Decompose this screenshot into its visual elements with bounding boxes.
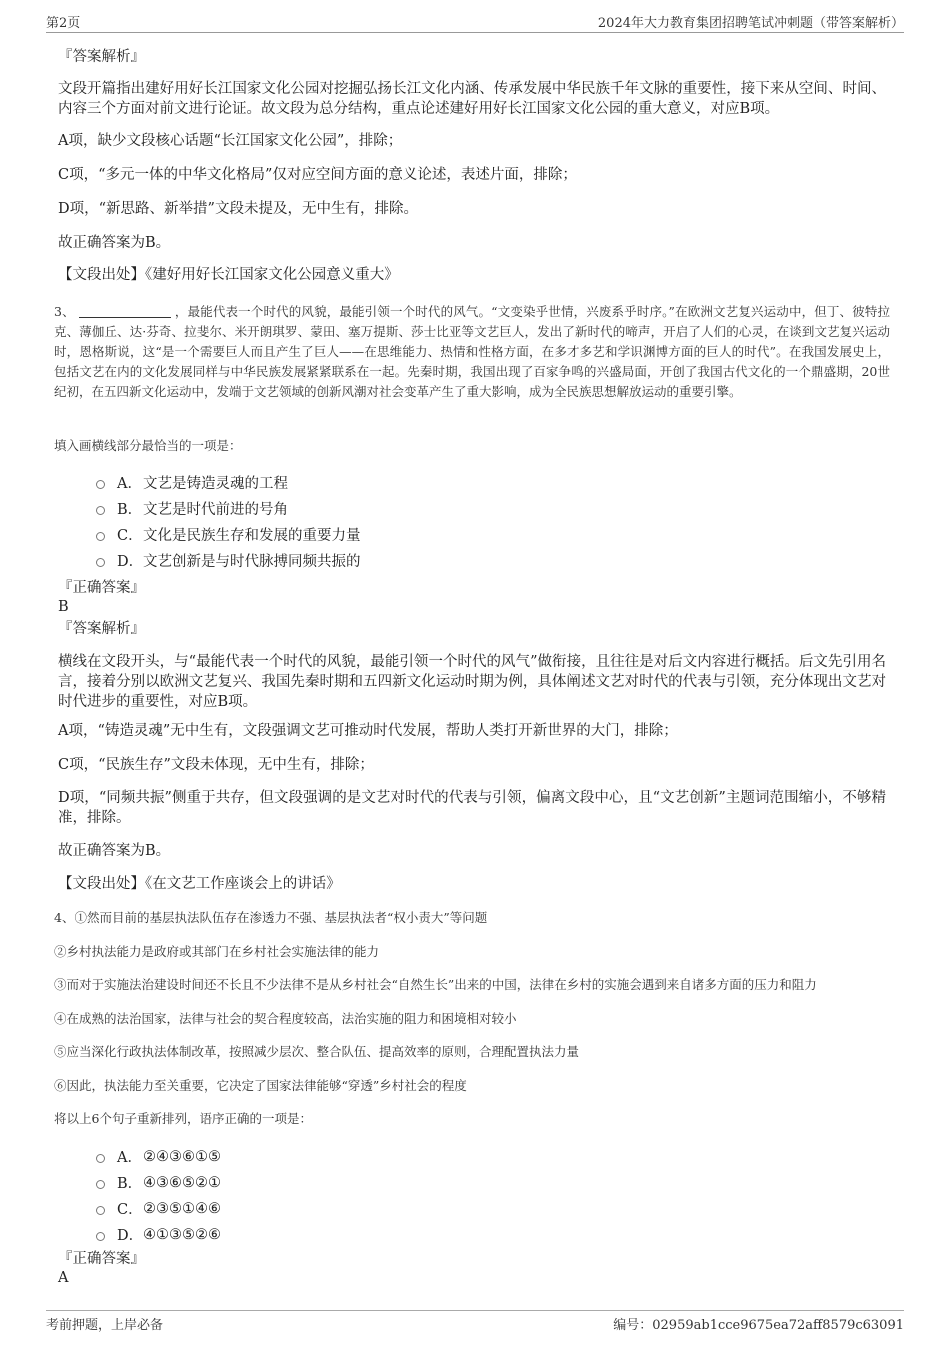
radio-icon[interactable]	[96, 1232, 105, 1241]
q3-answer-label: 『正确答案』	[58, 580, 145, 596]
page-footer	[46, 1310, 904, 1333]
q4-sentence-6: ⑥因此，执法能力至关重要，它决定了国家法律能够“穿透”乡村社会的程度	[54, 1078, 467, 1093]
q3-source: 【文段出处】《在文艺工作座谈会上的讲话》	[58, 876, 341, 892]
q4-answer: A	[58, 1270, 69, 1286]
radio-icon[interactable]	[96, 558, 105, 567]
q3-answer: B	[58, 599, 69, 615]
q4-sentence-5: ⑤应当深化行政执法体制改革，按照减少层次、整合队伍、提高效率的原则，合理配置执法力量	[54, 1044, 580, 1059]
q3-stem-text: ，最能代表一个时代的风貌，最能引领一个时代的风气。“文变染乎世情，兴废系乎时序。”在欧洲文艺复兴运动中，但丁、彼特拉克、薄伽丘、达·芬奇、拉斐尔、米开朗琪罗、蒙田、塞万提斯、莎士比亚等文艺巨人，发出了新时代的啼声，开启了人们的心灵，在谈到文艺复兴运动时，恩格斯说，这“是一个需要巨人而且产生了巨人——在思维能力、热情和性格方面，在多才多艺和学识渊博方面的巨人的时代”。在我国发展史上，包括文艺在内的文化发展同样与中华民族发展紧紧联系在一起。先秦时期，我国出现了百家争鸣的兴盛局面，开创了我国古代文化的一个鼎盛期，20世纪初，在五四新文化运动中，发端于文艺领域的创新风潮对社会变革产生了重大影响，成为全民族思想解放运动的重要引擎。	[54, 304, 890, 399]
radio-icon[interactable]	[96, 506, 105, 515]
radio-icon[interactable]	[96, 480, 105, 489]
fill-blank	[79, 317, 171, 318]
footer-slogan: 考前押题，上岸必备	[46, 1318, 164, 1333]
q3-number: 3、	[54, 304, 75, 319]
q3-option-c[interactable]: C． 文化是民族生存和发展的重要力量	[96, 524, 361, 545]
q2-conclusion: 故正确答案为B。	[58, 235, 171, 251]
q3-analysis-c: C项，“民族生存”文段未体现，无中生有，排除；	[58, 757, 374, 773]
q3-analysis-d: D项，“同频共振”侧重于共存，但文段强调的是文艺对时代的代表与引领，偏离文段中心，且“文艺创新”主题词范围缩小，不够精准，排除。	[58, 790, 886, 826]
radio-icon[interactable]	[96, 1206, 105, 1215]
radio-icon[interactable]	[96, 532, 105, 541]
q2-analysis-c: C项，“多元一体的中华文化格局”仅对应空间方面的意义论述，表述片面，排除；	[58, 167, 577, 183]
q4-sentence-1: 4、①然而目前的基层执法队伍存在渗透力不强、基层执法者“权小责大”等问题	[54, 910, 488, 925]
q4-sentence-2: ②乡村执法能力是政府或其部门在乡村社会实施法律的能力	[54, 944, 380, 959]
radio-icon[interactable]	[96, 1180, 105, 1189]
q3-analysis-a: A项，“铸造灵魂”无中生有，文段强调文艺可推动时代发展，帮助人类打开新世界的大门，排除；	[58, 723, 678, 739]
q4-sentence-4: ④在成熟的法治国家，法律与社会的契合程度较高，法治实施的阻力和困境相对较小	[54, 1011, 517, 1026]
q2-analysis-a: A项，缺少文段核心话题“长江国家文化公园”，排除；	[58, 133, 403, 149]
q3-prompt: 填入画横线部分最恰当的一项是：	[54, 438, 242, 453]
page-number: 第2页	[46, 16, 81, 31]
q2-analysis-main: 文段开篇指出建好用好长江国家文化公园对挖掘弘扬长江文化内涵、传承发展中华民族千年文脉的重要性，接下来从空间、时间、内容三个方面对前文进行论证。故文段为总分结构，重点论述建好用好长江国家文化公园的重大意义，对应B项。	[58, 81, 886, 117]
q3-stem	[54, 302, 890, 402]
q3-option-b[interactable]: B． 文艺是时代前进的号角	[96, 498, 288, 519]
document-id: 编号：02959ab1cce9675ea72aff8579c63091	[613, 1318, 904, 1333]
q4-option-b[interactable]: B． ④③⑥⑤②①	[96, 1172, 221, 1193]
radio-icon[interactable]	[96, 1154, 105, 1163]
q4-sentence-3: ③而对于实施法治建设时间还不长且不少法律不是从乡村社会“自然生长”出来的中国，法律在乡村的实施会遇到来自诸多方面的压力和阻力	[54, 977, 817, 992]
q3-conclusion: 故正确答案为B。	[58, 843, 171, 859]
q3-analysis-main: 横线在文段开头，与“最能代表一个时代的风貌，最能引领一个时代的风气”做衔接，且往往是对后文内容进行概括。后文先引用名言，接着分别以欧洲文艺复兴、我国先秦时期和五四新文化运动时期为例，具体阐述文艺对时代的代表与引领，充分体现出文艺对时代进步的重要性，对应B项。	[58, 654, 886, 710]
q4-number: 4、	[54, 910, 75, 925]
q2-analysis-label: 『答案解析』	[58, 49, 145, 65]
q2-analysis-d: D项，“新思路、新举措”文段未提及，无中生有，排除。	[58, 201, 418, 217]
q3-option-a[interactable]: A． 文艺是铸造灵魂的工程	[96, 472, 288, 493]
q4-option-c[interactable]: C． ②③⑤①④⑥	[96, 1198, 221, 1219]
page-header	[46, 12, 904, 33]
q2-source: 【文段出处】《建好用好长江国家文化公园意义重大》	[58, 267, 399, 283]
q4-option-a[interactable]: A． ②④③⑥①⑤	[96, 1146, 221, 1167]
q4-answer-label: 『正确答案』	[58, 1251, 145, 1267]
q4-prompt: 将以上6个句子重新排列，语序正确的一项是：	[54, 1111, 312, 1126]
document-title: 2024年大力教育集团招聘笔试冲刺题（带答案解析）	[597, 16, 904, 31]
q3-option-d[interactable]: D． 文艺创新是与时代脉搏同频共振的	[96, 550, 361, 571]
q3-analysis-label: 『答案解析』	[58, 621, 145, 637]
q4-option-d[interactable]: D． ④①③⑤②⑥	[96, 1224, 221, 1245]
